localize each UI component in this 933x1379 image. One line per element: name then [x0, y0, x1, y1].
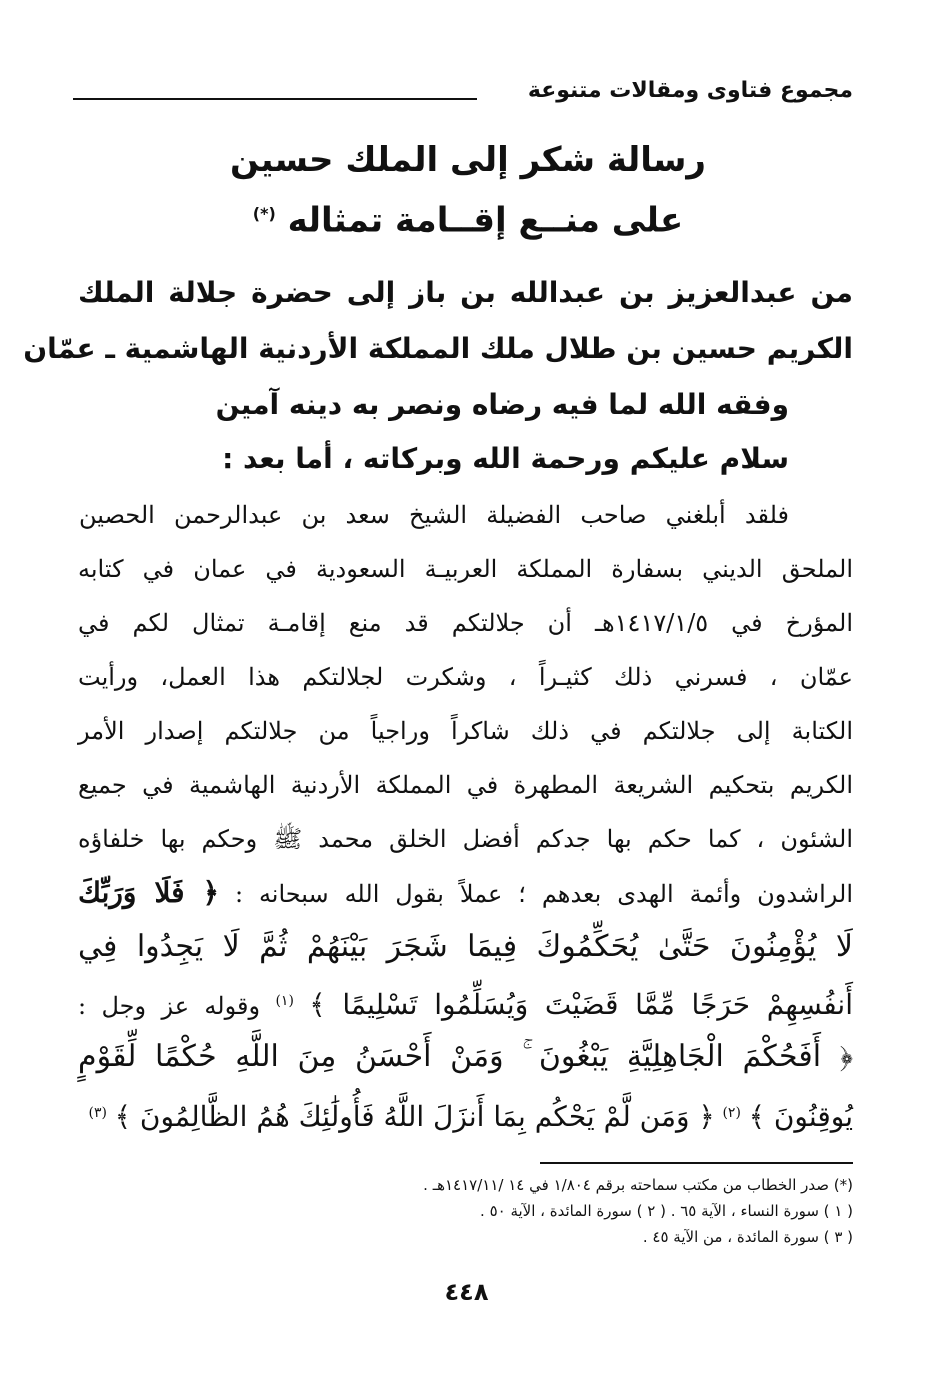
page-number: ٤٤٨ [444, 1278, 489, 1306]
body-line-6: الكريم بتحكيم الشريعة المطهرة في المملكة الأردنية الهاشمية في جميع [78, 771, 853, 799]
quran-verse-line-2: أَنفُسِهِمْ حَرَجًا مِّمَّا قَضَيْتَ وَيُسَلِّمُوا تَسْلِيمًا ﴾ [309, 988, 853, 1021]
footnote-ref-3: (٣) [88, 1105, 107, 1121]
body-line-8 [78, 866, 853, 921]
address-line-2: الكريم حسين بن طلال ملك المملكة الأردنية الهاشمية ـ عمّان [23, 332, 853, 365]
letter-title-line-2-text: على منــع إقــامة تمثاله [287, 200, 684, 241]
body-line-1: فلقد أبلغني صاحب الفضيلة الشيخ سعد بن عبدالرحمن الحصين [79, 501, 789, 529]
body-line-12 [78, 1086, 853, 1145]
address-line-1: من عبدالعزيز بن عبدالله بن باز إلى حضرة جلالة الملك [78, 276, 853, 309]
body-line-10 [78, 974, 853, 1033]
footnote-rule [540, 1162, 853, 1164]
footnote-ref-1: (١) [275, 993, 294, 1009]
quran-verse-start: ﴿ فَلَا وَرَبِّكَ [78, 876, 220, 909]
quran-verse-line-3: ﴿ أَفَحُكْمَ الْجَاهِلِيَّةِ يَبْغُونَ ۚ وَمَنْ أَحْسَنُ مِنَ اللَّهِ حُكْمًا لِّقَوْمٍ [78, 1039, 853, 1074]
body-line-7: الشئون ، كما حكم بها جدكم أفضل الخلق محمد ﷺ وحكم بها خلفاؤه [78, 825, 853, 853]
letter-title-line-1: رسالة شكر إلى الملك حسين [229, 140, 707, 180]
body-line-3: المؤرخ في ١٤١٧/١/٥هـ أن جلالتكم قد منع إقامـة تمثال لكم في [78, 609, 853, 637]
running-header-title: مجموع فتاوى ومقالات متنوعة [527, 78, 853, 103]
footnote-1: (*) صدر الخطاب من مكتب سماحته برقم ١/٨٠٤ في ١٤ /١٤١٧/١١هـ . [423, 1176, 853, 1194]
body-line-5: الكتابة إلى جلالتكم في ذلك شاكراً وراجياً من جلالتكم إصدار الأمر [78, 717, 853, 745]
footnote-3: ( ٣ ) سورة المائدة ، من الآية ٤٥ . [642, 1228, 853, 1246]
header-rule [73, 98, 477, 100]
body-line-2: الملحق الديني بسفارة المملكة العربيـة السعودية في عمان في كتابه [78, 555, 853, 583]
letter-title-line-2 [153, 188, 783, 246]
greeting-line: سلام عليكم ورحمة الله وبركاته ، أما بعد : [222, 442, 789, 475]
body-line-4: عمّان ، فسرني ذلك كثيـراً ، وشكرت لجلالتكم هذا العمل، ورأيت [78, 663, 853, 691]
body-line-8-text: الراشدون وأئمة الهدى بعدهم ؛ عملاً بقول الله سبحانه : [234, 880, 853, 908]
quran-verse-line-4b: ﴿ وَمَن لَّمْ يَحْكُم بِمَا أَنزَلَ اللَّهُ فَأُولَٰئِكَ هُمُ الظَّالِمُونَ ﴾ [114, 1100, 715, 1133]
body-line-10-text: وقوله عز وجل : [78, 992, 261, 1020]
quran-verse-line-1: لَا يُؤْمِنُونَ حَتَّىٰ يُحَكِّمُوكَ فِيمَا شَجَرَ بَيْنَهُمْ ثُمَّ لَا يَجِدُوا فِي [78, 929, 853, 964]
title-footnote-marker: (*) [252, 204, 276, 223]
running-header [73, 74, 853, 108]
address-line-3: وفقه الله لما فيه رضاه ونصر به دينه آمين [215, 388, 789, 421]
quran-verse-line-4a: يُوقِنُونَ ﴾ [748, 1100, 853, 1133]
footnote-ref-2: (٢) [722, 1105, 741, 1121]
footnote-2: ( ١ ) سورة النساء ، الآية ٦٥ . ( ٢ ) سورة المائدة ، الآية ٥٠ . [480, 1202, 853, 1220]
